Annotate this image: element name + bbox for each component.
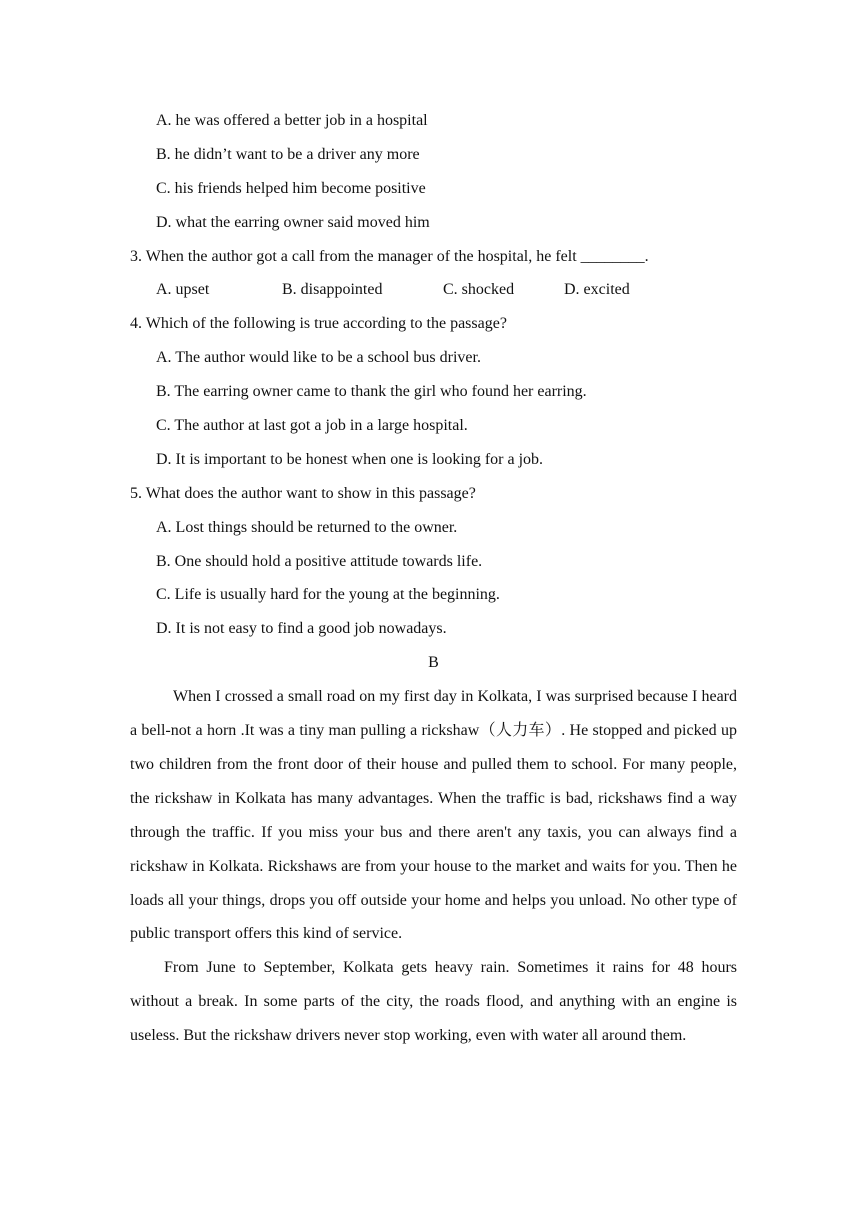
option-5b: B. One should hold a positive attitude towards life. (156, 552, 483, 570)
option-4d: D. It is important to be honest when one is looking for a job. (156, 450, 544, 468)
question-4-stem: 4. Which of the following is true according to the passage? (130, 315, 507, 333)
option-5d: D. It is not easy to find a good job nowadays. (156, 620, 447, 638)
question-2-options (130, 104, 737, 240)
question-3 (130, 240, 737, 308)
document-page (130, 104, 737, 1053)
question-5 (130, 477, 737, 646)
option-2c: C. his friends helped him become positive (156, 179, 426, 197)
question-5-stem: 5. What does the author want to show in this passage? (130, 484, 476, 502)
passage-paragraph-1: When I crossed a small road on my first day in Kolkata, I was surprised because I heard a bell-not a horn .It was a tiny man pulling a rickshaw（人力车）. He stopped and picked up two children from the front door of their house and pulled them to school. For many people, the rickshaw in Kolkata has many advantages. When the traffic is bad, rickshaws find a way through the traffic. If you miss your bus and there aren't any taxis, you can always find a rickshaw in Kolkata. Rickshaws are from your house to the market and waits for you. Then he loads all your things, drops you off outside your home and helps you unload. No other type of public transport offers this kind of service. (130, 688, 737, 943)
option-2b: B. he didn’t want to be a driver any more (156, 145, 420, 163)
option-3c: C. shocked (443, 281, 515, 299)
option-4c: C. The author at last got a job in a large hospital. (156, 417, 468, 435)
option-5c: C. Life is usually hard for the young at the beginning. (156, 586, 500, 604)
option-3d: D. excited (564, 281, 630, 299)
option-2d: D. what the earring owner said moved him (156, 213, 430, 231)
question-3-stem: 3. When the author got a call from the manager of the hospital, he felt ________. (130, 247, 649, 265)
option-4a: A. The author would like to be a school bus driver. (156, 349, 481, 367)
question-3-options (130, 273, 737, 307)
option-3b: B. disappointed (282, 281, 383, 299)
option-4b: B. The earring owner came to thank the girl who found her earring. (156, 383, 587, 401)
option-3a: A. upset (156, 281, 210, 299)
section-b (130, 646, 737, 1053)
section-b-heading: B (428, 654, 439, 672)
option-5a: A. Lost things should be returned to the owner. (156, 518, 458, 536)
option-2a: A. he was offered a better job in a hospital (156, 112, 428, 129)
question-4 (130, 307, 737, 476)
passage-paragraph-2: From June to September, Kolkata gets heavy rain. Sometimes it rains for 48 hours without a break. In some parts of the city, the roads flood, and anything with an engine is useless. But the rickshaw drivers never stop working, even with water all around them. (130, 959, 737, 1045)
